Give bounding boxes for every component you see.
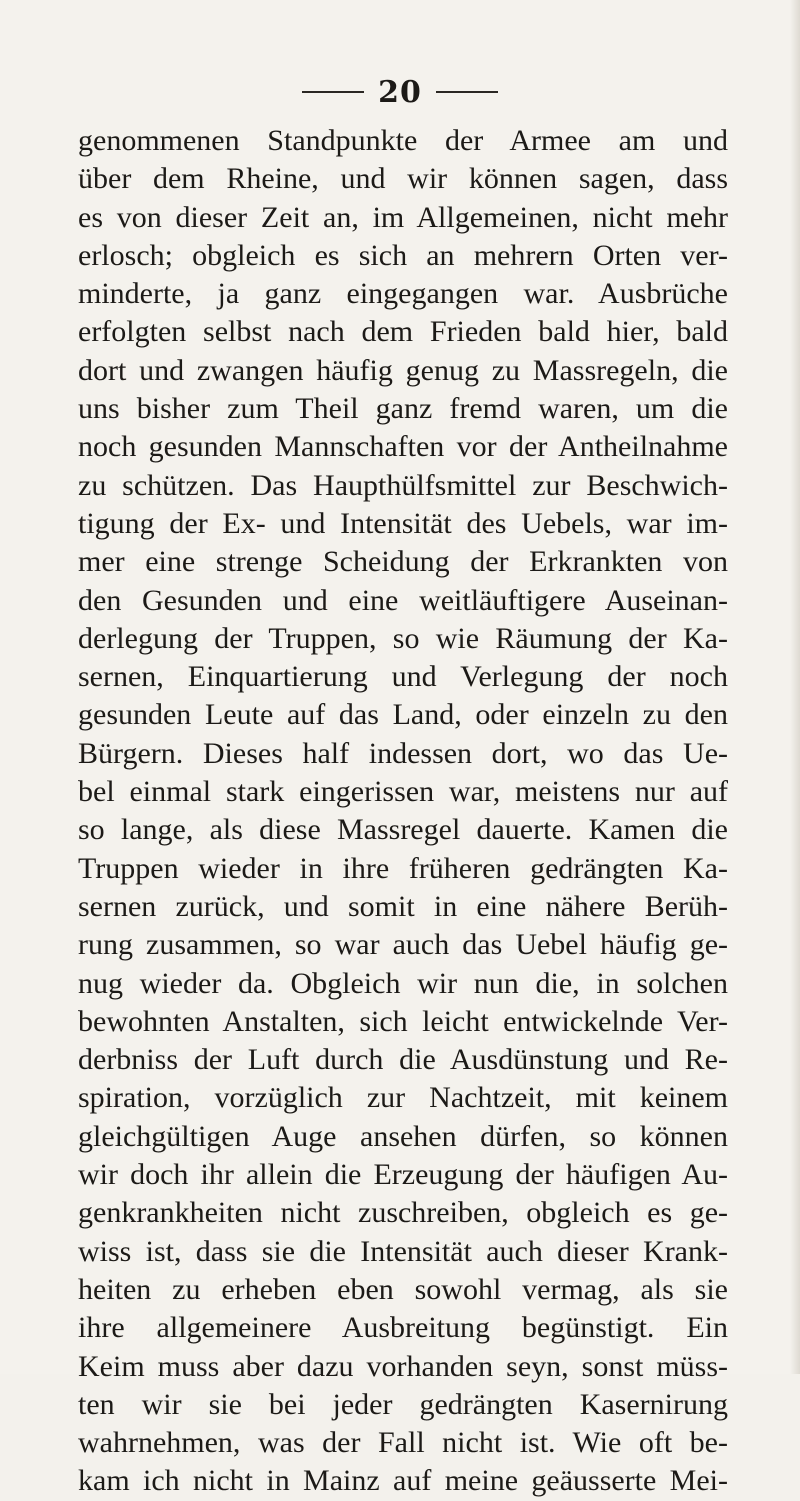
text-line: kam ich nicht in Mainz auf meine geäusserte Mei- [78,1464,728,1498]
text-line: sernen, Einquartierung und Verlegung der noch [78,660,728,694]
page-header [0,72,800,112]
page-edge [790,0,800,1374]
text-line: gesunden Leute auf das Land, oder einzeln zu den [78,698,728,732]
text-line: den Gesunden und eine weitläuftigere Auseinan- [78,583,728,617]
text-line: Truppen wieder in ihre früheren gedrängten Ka- [78,851,728,885]
text-line: so lange, als diese Massregel dauerte. Kamen die [78,813,728,847]
text-line: gleichgültigen Auge ansehen dürfen, so können [78,1119,728,1153]
text-line: minderte, ja ganz eingegangen war. Ausbrüche [78,277,728,311]
text-line: derlegung der Truppen, so wie Räumung der Ka- [78,621,728,655]
text-line: über dem Rheine, und wir können sagen, dass [78,162,728,196]
text-line: heiten zu erheben eben sowohl vermag, als sie [78,1272,728,1306]
page-number: 20 [378,74,422,110]
text-line: ihre allgemeinere Ausbreitung begünstigt. Ein [78,1311,728,1345]
text-line: uns bisher zum Theil ganz fremd waren, um die [78,392,728,426]
text-line: tigung der Ex- und Intensität des Uebels, war im- [78,506,728,540]
text-line: derbniss der Luft durch die Ausdünstung und Re- [78,1043,728,1077]
text-line: wiss ist, dass sie die Intensität auch dieser Krank- [78,1234,728,1268]
text-line: wir doch ihr allein die Erzeugung der häufigen Au- [78,1158,728,1192]
header-rule-left [302,91,364,93]
text-line: zu schützen. Das Haupthülfsmittel zur Beschwich- [78,468,728,502]
text-line: rung zusammen, so war auch das Uebel häufig ge- [78,928,728,962]
text-line: ten wir sie bei jeder gedrängten Kasernirung [78,1387,728,1421]
text-line: erfolgten selbst nach dem Frieden bald hier, bald [78,315,728,349]
text-line: genkrankheiten nicht zuschreiben, obgleich es ge- [78,1196,728,1230]
text-line: es von dieser Zeit an, im Allgemeinen, nicht mehr [78,200,728,234]
text-line: nug wieder da. Obgleich wir nun die, in solchen [78,966,728,1000]
header-rule-right [436,91,498,93]
text-line: sernen zurück, und somit in eine nähere Berüh- [78,889,728,923]
text-line: bel einmal stark eingerissen war, meistens nur auf [78,775,728,809]
text-line: Keim muss aber dazu vorhanden seyn, sonst müss- [78,1349,728,1383]
text-line: dort und zwangen häufig genug zu Massregeln, die [78,353,728,387]
text-line: noch gesunden Mannschaften vor der Antheilnahme [78,430,728,464]
text-line: bewohnten Anstalten, sich leicht entwickelnde Ver- [78,1004,728,1038]
text-line: mer eine strenge Scheidung der Erkrankten von [78,545,728,579]
text-line: wahrnehmen, was der Fall nicht ist. Wie oft be- [78,1426,728,1460]
text-line: spiration, vorzüglich zur Nachtzeit, mit keinem [78,1081,728,1115]
text-line: Bürgern. Dieses half indessen dort, wo das Ue- [78,736,728,770]
text-line: erlosch; obgleich es sich an mehrern Orten ver- [78,238,728,272]
body-text [78,122,728,1501]
text-line: genommenen Standpunkte der Armee am und [78,124,728,157]
